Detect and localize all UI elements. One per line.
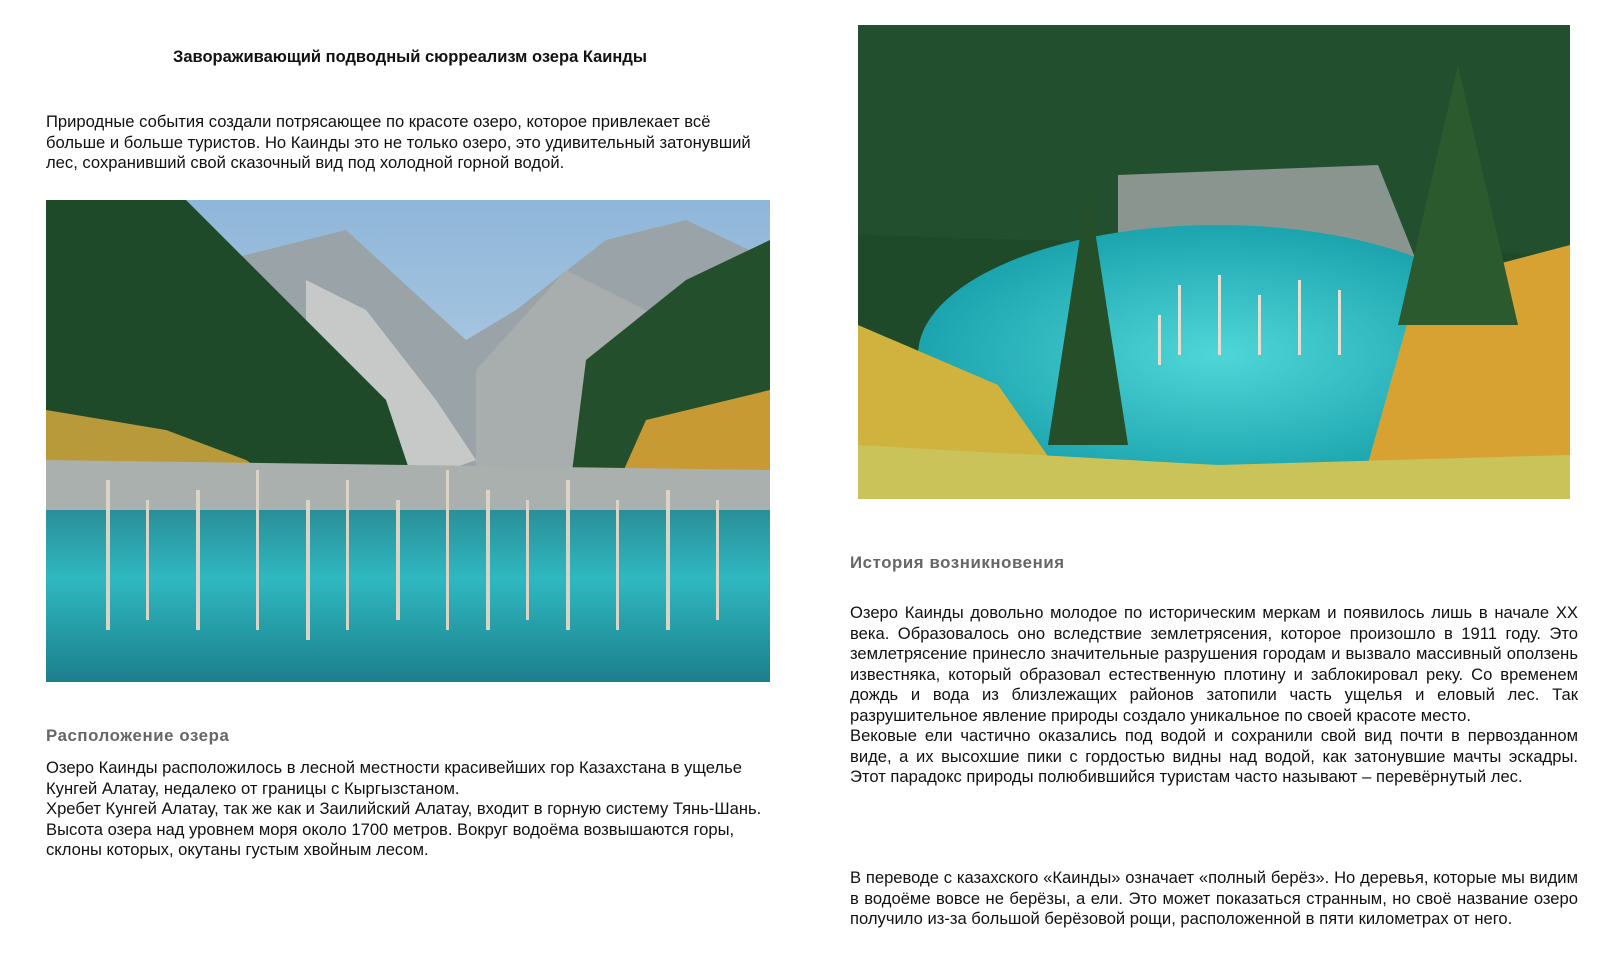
location-heading: Расположение озера (46, 726, 230, 745)
intro-paragraph: Природные события создали потрясающее по красоте озеро, которое привлекает всё больше и больше туристов. Но Каинды это не только озеро, это удивительный затонувший лес, сохранивший свой сказочный вид под холодной горной водой. (46, 112, 751, 172)
lake-panorama-photo (46, 200, 770, 682)
history-paragraph-2: Вековые ели частично оказались под водой и сохранили свой вид почти в первозданном виде, а их высохшие пики с гордостью видны над водой, как затонувшие мачты эскадры. Этот парадокс природы полюбившийся туристам часто называют – перевёрнутый лес. (850, 726, 1578, 786)
translation-paragraph: В переводе с казахского «Каинды» означает «полный берёз». Но деревья, которые мы видим в водоёме вовсе не берёзы, а ели. Это может показаться странным, но своё название озеро получило из-за большой берёзовой рощи, расположенной в пяти километрах от него. (850, 868, 1578, 928)
history-paragraph (850, 603, 1578, 788)
location-line: Хребет Кунгей Алатау, так же как и Заилийский Алатау, входит в горную систему Тянь-Шань. (46, 799, 762, 818)
location-paragraph (46, 758, 774, 861)
lake-aerial-photo (858, 25, 1570, 499)
page-title: Завораживающий подводный сюрреализм озера Каинды (173, 48, 647, 66)
location-line: Высота озера над уровнем моря около 1700 метров. Вокруг водоёма возвышаются горы, склоны которых, окутаны густым хвойным лесом. (46, 819, 735, 859)
history-heading: История возникновения (850, 553, 1065, 572)
history-paragraph-1: Озеро Каинды довольно молодое по историческим меркам и появилось лишь в начале XX века. Образовалось оно вследствие землетрясения, которое произошло в 1911 году. Это землетрясение принесло значительные разрушения городам и вызвало массивный оползень известняка, который образовал естественную плотину и заблокировал реку. Со временем дождь и вода из близлежащих районов затопили часть ущелья и еловый лес. Так разрушительное явление природы создало уникальное по своей красоте место. (850, 603, 1578, 725)
location-line: Озеро Каинды расположилось в лесной местности красивейших гор Казахстана в ущелье Кунгей Алатау, недалеко от границы с Кыргызстаном. (46, 758, 742, 798)
